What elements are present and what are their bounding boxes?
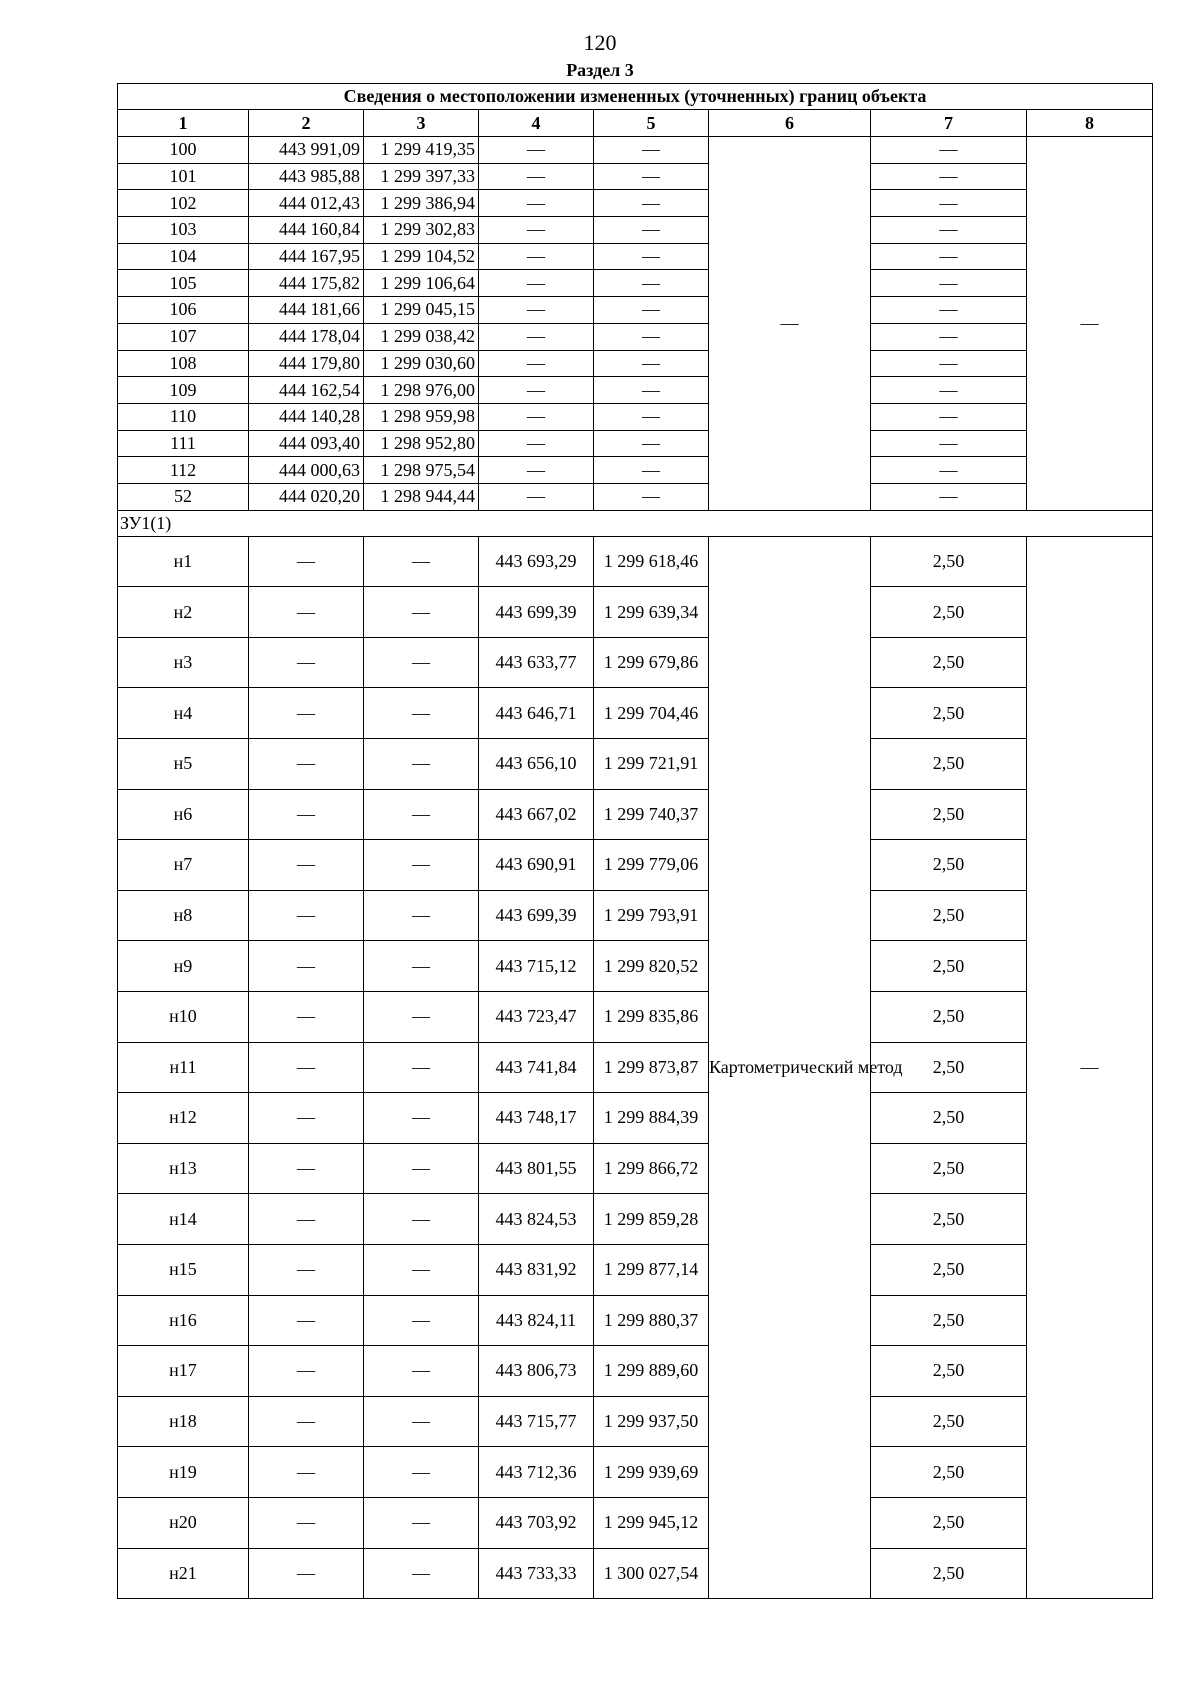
table-row [118, 1143, 1153, 1194]
table-row [118, 403, 1153, 430]
table-row [118, 637, 1153, 688]
old-x: 444 000,63 [249, 457, 364, 484]
new-x: — [479, 350, 594, 377]
old-x: — [249, 1295, 364, 1346]
table-row [118, 840, 1153, 891]
table-row [118, 1396, 1153, 1447]
new-x: 443 801,55 [479, 1143, 594, 1194]
old-y: 1 299 038,42 [364, 323, 479, 350]
precision: 2,50 [871, 890, 1027, 941]
table-row [118, 1548, 1153, 1599]
precision: 2,50 [871, 688, 1027, 739]
old-x: — [249, 789, 364, 840]
old-x: — [249, 1093, 364, 1144]
precision: 2,50 [871, 587, 1027, 638]
point-number: н2 [118, 587, 249, 638]
new-x: 443 712,36 [479, 1447, 594, 1498]
new-x: 443 715,12 [479, 941, 594, 992]
point-number: 103 [118, 217, 249, 244]
new-y: — [594, 190, 709, 217]
precision: 2,50 [871, 536, 1027, 587]
new-x: — [479, 323, 594, 350]
new-y: 1 299 793,91 [594, 890, 709, 941]
point-number: 52 [118, 483, 249, 510]
new-y: — [594, 297, 709, 324]
old-x: — [249, 739, 364, 790]
table-row [118, 297, 1153, 324]
point-number: 102 [118, 190, 249, 217]
new-y: 1 299 618,46 [594, 536, 709, 587]
point-number: н19 [118, 1447, 249, 1498]
point-number: 108 [118, 350, 249, 377]
old-x: — [249, 1143, 364, 1194]
old-y: — [364, 1295, 479, 1346]
point-number: н21 [118, 1548, 249, 1599]
new-y: — [594, 163, 709, 190]
table-row [118, 270, 1153, 297]
new-y: 1 299 880,37 [594, 1295, 709, 1346]
precision: 2,50 [871, 991, 1027, 1042]
precision: 2,50 [871, 1143, 1027, 1194]
old-y: — [364, 1447, 479, 1498]
new-x: 443 693,29 [479, 536, 594, 587]
new-y: — [594, 350, 709, 377]
new-x: — [479, 190, 594, 217]
table-row [118, 243, 1153, 270]
old-x: — [249, 688, 364, 739]
column-header: 1 [118, 110, 249, 137]
new-x: 443 667,02 [479, 789, 594, 840]
old-y: — [364, 637, 479, 688]
table-body [118, 137, 1153, 1599]
old-x: — [249, 1497, 364, 1548]
column-header: 7 [871, 110, 1027, 137]
new-y: 1 299 939,69 [594, 1447, 709, 1498]
point-number: н1 [118, 536, 249, 587]
new-x: — [479, 403, 594, 430]
old-x: 444 178,04 [249, 323, 364, 350]
precision: 2,50 [871, 1295, 1027, 1346]
old-x: — [249, 941, 364, 992]
section-title: Раздел 3 [566, 60, 634, 80]
old-y: — [364, 536, 479, 587]
old-y: — [364, 1244, 479, 1295]
precision: 2,50 [871, 1042, 1027, 1093]
table-row [118, 739, 1153, 790]
new-y: 1 299 779,06 [594, 840, 709, 891]
old-y: — [364, 991, 479, 1042]
point-number: 101 [118, 163, 249, 190]
precision: — [871, 190, 1027, 217]
boundary-table [117, 83, 1153, 1599]
new-y: 1 299 884,39 [594, 1093, 709, 1144]
new-y: 1 299 873,87 [594, 1042, 709, 1093]
new-x: 443 824,11 [479, 1295, 594, 1346]
table-row [118, 217, 1153, 244]
point-number: н14 [118, 1194, 249, 1245]
new-y: 1 299 704,46 [594, 688, 709, 739]
table-row [118, 941, 1153, 992]
point-number: н16 [118, 1295, 249, 1346]
old-y: — [364, 739, 479, 790]
old-x: — [249, 1244, 364, 1295]
new-y: 1 300 027,54 [594, 1548, 709, 1599]
old-y: — [364, 688, 479, 739]
old-y: — [364, 587, 479, 638]
old-x: — [249, 840, 364, 891]
point-number: н4 [118, 688, 249, 739]
table-row [118, 991, 1153, 1042]
new-x: 443 748,17 [479, 1093, 594, 1144]
old-x: 444 012,43 [249, 190, 364, 217]
old-y: 1 298 976,00 [364, 377, 479, 404]
new-x: 443 723,47 [479, 991, 594, 1042]
table-row [118, 587, 1153, 638]
column-header: 4 [479, 110, 594, 137]
point-number: н6 [118, 789, 249, 840]
new-y: — [594, 217, 709, 244]
table-row [118, 137, 1153, 164]
precision: — [871, 270, 1027, 297]
precision: — [871, 403, 1027, 430]
table-row [118, 1093, 1153, 1144]
table-row [118, 377, 1153, 404]
table-row [118, 1295, 1153, 1346]
old-x: — [249, 1447, 364, 1498]
table-row [118, 1244, 1153, 1295]
old-y: 1 298 975,54 [364, 457, 479, 484]
old-x: 444 093,40 [249, 430, 364, 457]
table-row [118, 1042, 1153, 1093]
point-number: 105 [118, 270, 249, 297]
new-x: — [479, 137, 594, 164]
new-x: 443 656,10 [479, 739, 594, 790]
precision: 2,50 [871, 1244, 1027, 1295]
new-x: 443 646,71 [479, 688, 594, 739]
old-x: 444 181,66 [249, 297, 364, 324]
old-x: — [249, 1346, 364, 1397]
new-y: 1 299 679,86 [594, 637, 709, 688]
new-x: — [479, 377, 594, 404]
new-x: 443 831,92 [479, 1244, 594, 1295]
group-row [118, 510, 1153, 536]
new-x: 443 690,91 [479, 840, 594, 891]
new-y: 1 299 721,91 [594, 739, 709, 790]
old-y: 1 299 397,33 [364, 163, 479, 190]
old-y: — [364, 840, 479, 891]
new-x: — [479, 270, 594, 297]
new-x: — [479, 457, 594, 484]
old-y: — [364, 1497, 479, 1548]
new-y: 1 299 945,12 [594, 1497, 709, 1548]
old-x: — [249, 991, 364, 1042]
page-number: 120 [583, 30, 617, 55]
precision: — [871, 297, 1027, 324]
new-y: — [594, 243, 709, 270]
table-row [118, 688, 1153, 739]
table-row [118, 483, 1153, 510]
old-y: — [364, 1346, 479, 1397]
table-row [118, 1447, 1153, 1498]
new-y: 1 299 740,37 [594, 789, 709, 840]
new-x: 443 741,84 [479, 1042, 594, 1093]
precision: 2,50 [871, 1548, 1027, 1599]
new-x: 443 699,39 [479, 890, 594, 941]
precision: 2,50 [871, 1194, 1027, 1245]
new-x: 443 715,77 [479, 1396, 594, 1447]
description-cell: — [1027, 536, 1153, 1598]
old-x: 444 167,95 [249, 243, 364, 270]
new-y: — [594, 377, 709, 404]
precision: 2,50 [871, 1447, 1027, 1498]
old-x: 444 162,54 [249, 377, 364, 404]
description-cell: — [1027, 137, 1153, 511]
precision: 2,50 [871, 1346, 1027, 1397]
method-cell: — [709, 137, 871, 511]
precision: 2,50 [871, 1093, 1027, 1144]
point-number: н20 [118, 1497, 249, 1548]
table-row [118, 323, 1153, 350]
precision: 2,50 [871, 1396, 1027, 1447]
table-row [118, 430, 1153, 457]
old-y: — [364, 1548, 479, 1599]
column-header: 6 [709, 110, 871, 137]
old-x: — [249, 1042, 364, 1093]
point-number: 100 [118, 137, 249, 164]
point-number: н11 [118, 1042, 249, 1093]
point-number: н10 [118, 991, 249, 1042]
table-row [118, 890, 1153, 941]
old-y: 1 299 419,35 [364, 137, 479, 164]
old-y: 1 299 104,52 [364, 243, 479, 270]
precision: — [871, 323, 1027, 350]
old-x: — [249, 1396, 364, 1447]
old-x: 444 160,84 [249, 217, 364, 244]
new-y: — [594, 483, 709, 510]
old-y: 1 298 959,98 [364, 403, 479, 430]
precision: — [871, 377, 1027, 404]
old-y: — [364, 1093, 479, 1144]
old-y: — [364, 1194, 479, 1245]
old-y: — [364, 1396, 479, 1447]
precision: — [871, 217, 1027, 244]
point-number: 111 [118, 430, 249, 457]
point-number: н12 [118, 1093, 249, 1144]
point-number: 112 [118, 457, 249, 484]
table-row [118, 536, 1153, 587]
new-x: — [479, 430, 594, 457]
precision: — [871, 350, 1027, 377]
precision: 2,50 [871, 739, 1027, 790]
new-x: — [479, 297, 594, 324]
new-x: 443 703,92 [479, 1497, 594, 1548]
table-row [118, 190, 1153, 217]
precision: — [871, 483, 1027, 510]
old-y: — [364, 890, 479, 941]
column-header: 5 [594, 110, 709, 137]
precision: — [871, 457, 1027, 484]
new-y: — [594, 457, 709, 484]
new-x: 443 633,77 [479, 637, 594, 688]
old-x: 443 985,88 [249, 163, 364, 190]
old-x: 444 175,82 [249, 270, 364, 297]
table-row [118, 789, 1153, 840]
new-x: — [479, 483, 594, 510]
new-y: 1 299 877,14 [594, 1244, 709, 1295]
table-row [118, 1194, 1153, 1245]
new-y: 1 299 859,28 [594, 1194, 709, 1245]
column-header: 3 [364, 110, 479, 137]
point-number: 104 [118, 243, 249, 270]
point-number: 107 [118, 323, 249, 350]
new-y: 1 299 639,34 [594, 587, 709, 638]
new-y: — [594, 403, 709, 430]
precision: 2,50 [871, 637, 1027, 688]
old-y: — [364, 941, 479, 992]
column-header: 8 [1027, 110, 1153, 137]
point-number: н8 [118, 890, 249, 941]
point-number: н18 [118, 1396, 249, 1447]
old-x: — [249, 637, 364, 688]
new-y: — [594, 270, 709, 297]
point-number: н7 [118, 840, 249, 891]
column-header: 2 [249, 110, 364, 137]
old-y: 1 299 045,15 [364, 297, 479, 324]
old-x: 444 179,80 [249, 350, 364, 377]
old-x: — [249, 1194, 364, 1245]
old-x: 443 991,09 [249, 137, 364, 164]
new-y: — [594, 430, 709, 457]
precision: 2,50 [871, 941, 1027, 992]
old-y: 1 299 302,83 [364, 217, 479, 244]
new-x: 443 699,39 [479, 587, 594, 638]
new-y: — [594, 323, 709, 350]
table-row [118, 1497, 1153, 1548]
precision: 2,50 [871, 1497, 1027, 1548]
new-x: 443 733,33 [479, 1548, 594, 1599]
old-x: — [249, 1548, 364, 1599]
point-number: н5 [118, 739, 249, 790]
new-y: 1 299 820,52 [594, 941, 709, 992]
table-caption: Сведения о местоположении измененных (уточненных) границ объекта [118, 84, 1153, 110]
precision: 2,50 [871, 840, 1027, 891]
old-x: — [249, 536, 364, 587]
method-cell: Картометрический метод [709, 536, 871, 1598]
point-number: н15 [118, 1244, 249, 1295]
old-y: — [364, 1143, 479, 1194]
group-label: ЗУ1(1) [118, 510, 1153, 536]
table-row [118, 1346, 1153, 1397]
table-row [118, 350, 1153, 377]
precision: — [871, 430, 1027, 457]
point-number: н9 [118, 941, 249, 992]
old-y: — [364, 789, 479, 840]
precision: — [871, 163, 1027, 190]
new-y: 1 299 835,86 [594, 991, 709, 1042]
old-x: — [249, 890, 364, 941]
precision: — [871, 243, 1027, 270]
precision: — [871, 137, 1027, 164]
new-y: 1 299 866,72 [594, 1143, 709, 1194]
new-x: 443 806,73 [479, 1346, 594, 1397]
new-y: 1 299 937,50 [594, 1396, 709, 1447]
point-number: 106 [118, 297, 249, 324]
precision: 2,50 [871, 789, 1027, 840]
new-y: 1 299 889,60 [594, 1346, 709, 1397]
new-y: — [594, 137, 709, 164]
old-x: 444 020,20 [249, 483, 364, 510]
table-row [118, 163, 1153, 190]
old-y: — [364, 1042, 479, 1093]
old-x: 444 140,28 [249, 403, 364, 430]
new-x: 443 824,53 [479, 1194, 594, 1245]
old-y: 1 298 944,44 [364, 483, 479, 510]
old-y: 1 299 386,94 [364, 190, 479, 217]
header-row [118, 110, 1153, 137]
point-number: н13 [118, 1143, 249, 1194]
point-number: н3 [118, 637, 249, 688]
old-y: 1 299 106,64 [364, 270, 479, 297]
old-x: — [249, 587, 364, 638]
point-number: 110 [118, 403, 249, 430]
point-number: 109 [118, 377, 249, 404]
table-row [118, 457, 1153, 484]
new-x: — [479, 163, 594, 190]
new-x: — [479, 243, 594, 270]
new-x: — [479, 217, 594, 244]
old-y: 1 299 030,60 [364, 350, 479, 377]
point-number: н17 [118, 1346, 249, 1397]
old-y: 1 298 952,80 [364, 430, 479, 457]
